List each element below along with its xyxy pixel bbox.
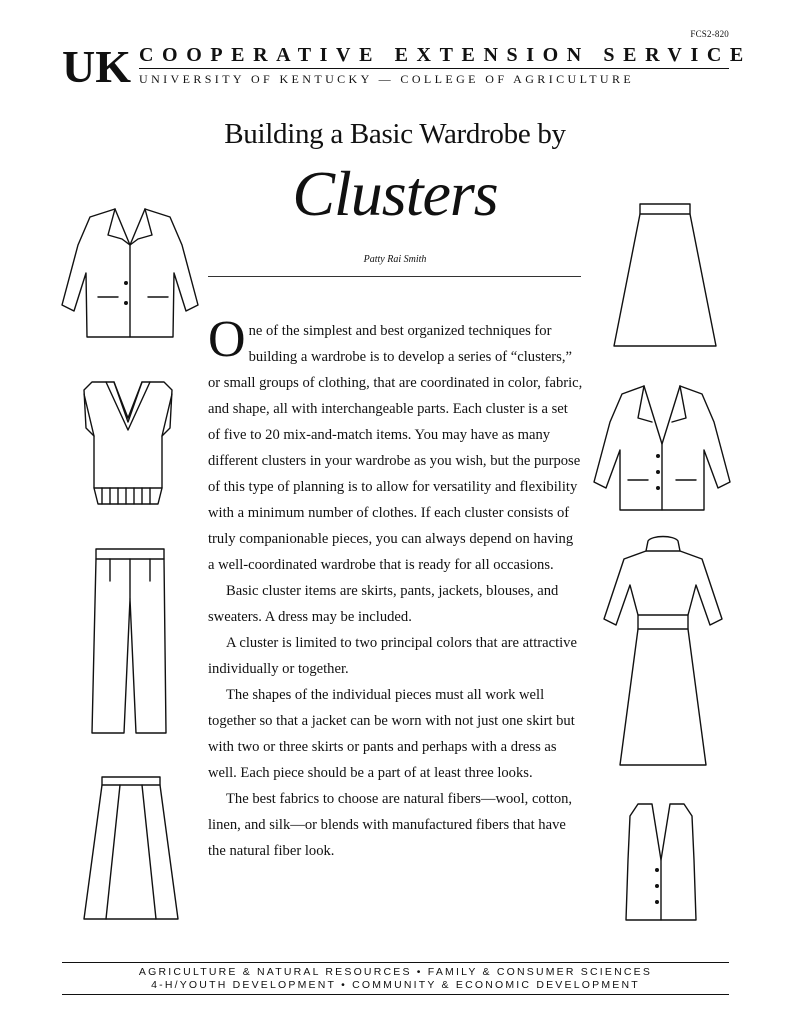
author-byline: Patty Rai Smith [363, 254, 427, 265]
dress-illustration [600, 535, 726, 769]
document-title-line2: Clusters [292, 158, 498, 229]
publication-number: FCS2-820 [690, 29, 729, 39]
uk-logo [62, 44, 137, 88]
paragraph-2: Basic cluster items are skirts, pants, jackets, blouses, and sweaters. A dress may be included. [208, 583, 559, 625]
paragraph-1 [208, 311, 583, 578]
vest-illustration [622, 800, 700, 924]
footer-programs-line2: 4-H/YOUTH DEVELOPMENT • COMMUNITY & ECONOMIC DEVELOPMENT [151, 979, 640, 991]
paragraph-5: The best fabrics to choose are natural fibers—wool, cotton, linen, and silk—or blends with manufactured fibers that have the natural fiber look. [208, 791, 573, 859]
jacket-illustration [60, 205, 200, 340]
drop-cap: O [208, 311, 246, 368]
a-line-skirt-illustration [610, 200, 720, 350]
footer-rule-top [62, 962, 729, 963]
paragraph-4: The shapes of the individual pieces must all work well together so that a jacket can be worn with not just one skirt but with two or three skirts or pants and perhaps with a dress as well. Each piece should be a part of at least three looks. [208, 687, 575, 781]
sweater-vest-illustration [78, 378, 178, 510]
body-text [208, 311, 583, 864]
pants-illustration [92, 545, 168, 737]
paragraph-1-text: ne of the simplest and best organized techniques for building a wardrobe is to develop a series of “clusters,” or small groups of clothing, that are coordinated in color, fabric, and shape, all with interchangeable parts. Each cluster is a set of five to 20 mix-and-match items. You may have as many different clusters in your wardrobe as you wish, but the purpose of this type of planning is to allow for versatility and flexibility with a minimum number of clothes. If each cluster consists of truly companionable pieces, you can always depend on having a well-coordinated wardrobe that is ready for all occasions. [208, 323, 583, 573]
skirt-illustration [80, 773, 182, 925]
paragraph-3: A cluster is limited to two principal colors that are attractive individually or together. [208, 635, 577, 677]
university-subtitle: UNIVERSITY OF KENTUCKY — COLLEGE OF AGRICULTURE [139, 72, 635, 86]
extension-service-title: COOPERATIVE EXTENSION SERVICE [139, 44, 752, 66]
byline-rule [208, 276, 581, 277]
uk-logo-text: UK [62, 44, 131, 88]
header-rule [139, 68, 729, 69]
footer-rule-bottom [62, 994, 729, 995]
jacket-illustration-2 [592, 382, 732, 514]
document-title-line1: Building a Basic Wardrobe by [224, 118, 566, 150]
footer-programs-line1: AGRICULTURE & NATURAL RESOURCES • FAMILY & CONSUMER SCIENCES [138, 966, 653, 978]
